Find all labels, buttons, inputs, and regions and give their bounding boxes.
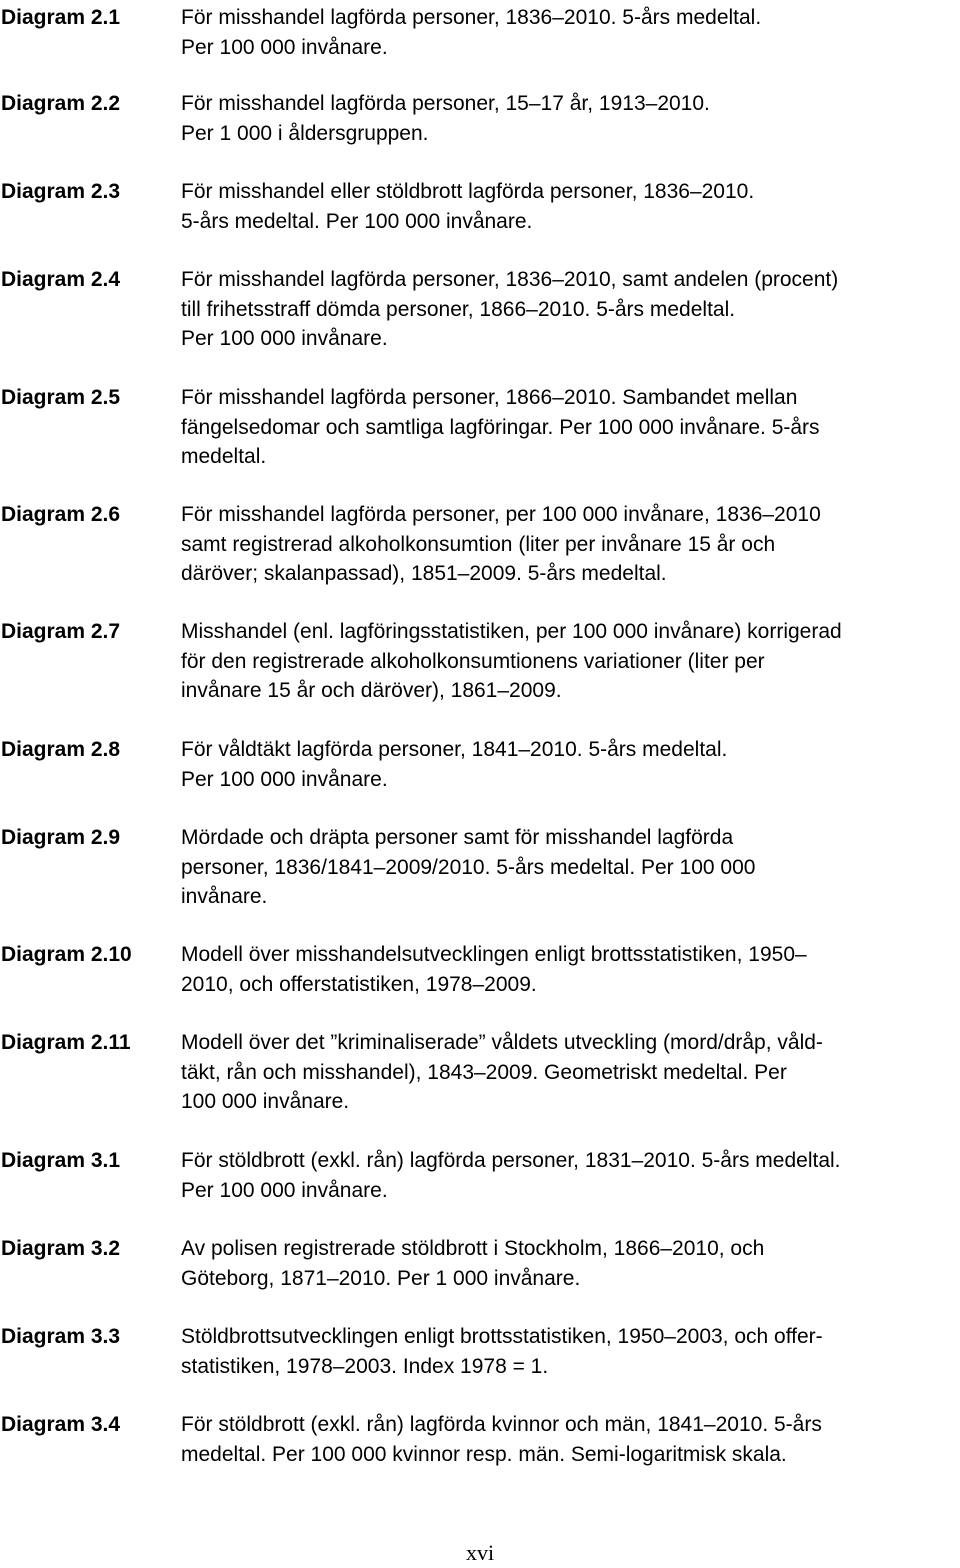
diagram-label: Diagram 2.9 [1,826,121,849]
caption-line: För stöldbrott (exkl. rån) lagförda personer, 1831–2010. 5-års medeltal. [181,1149,841,1172]
diagram-label: Diagram 2.2 [1,92,121,115]
diagram-label: Diagram 2.7 [1,620,121,643]
diagram-label: Diagram 2.8 [1,738,121,761]
caption-line: För misshandel lagförda personer, 15–17 år, 1913–2010. [181,92,710,115]
diagram-label: Diagram 2.6 [1,503,121,526]
diagram-caption [181,3,761,62]
caption-line: Modell över det ”kriminaliserade” våldets utveckling (mord/dråp, våld- [181,1031,823,1054]
caption-line: För misshandel lagförda personer, 1836–2010, samt andelen (procent) [181,268,839,291]
caption-line: Göteborg, 1871–2010. Per 1 000 invånare. [181,1266,581,1290]
diagram-caption [181,265,838,354]
diagram-label: Diagram 3.1 [1,1149,121,1172]
caption-line: För våldtäkt lagförda personer, 1841–2010. 5-års medeltal. [181,738,728,761]
diagram-label: Diagram 2.5 [1,386,121,409]
caption-line: medeltal. Per 100 000 kvinnor resp. män. Semi-logaritmisk skala. [181,1442,787,1466]
caption-line: Modell över misshandelsutvecklingen enligt brottsstatistiken, 1950– [181,943,807,966]
diagram-label: Diagram 2.1 [1,6,121,29]
caption-line: Av polisen registrerade stöldbrott i Stockholm, 1866–2010, och [181,1237,765,1260]
caption-line: statistiken, 1978–2003. Index 1978 = 1. [181,1354,549,1378]
diagram-caption [181,940,807,999]
diagram-label: Diagram 2.11 [1,1031,131,1054]
diagram-label: Diagram 2.10 [1,943,132,966]
caption-line: Per 100 000 invånare. [181,1178,388,1202]
caption-line: 5-års medeltal. Per 100 000 invånare. [181,209,533,233]
caption-line: För misshandel eller stöldbrott lagförda personer, 1836–2010. [181,180,755,203]
caption-line: För misshandel lagförda personer, 1866–2010. Sambandet mellan [181,386,798,409]
page-number: xvi [465,1540,495,1565]
caption-line: Per 100 000 invånare. [181,767,388,791]
diagram-label: Diagram 3.4 [1,1413,121,1436]
caption-line: Misshandel (enl. lagföringsstatistiken, per 100 000 invånare) korrigerad [181,620,842,643]
caption-line: täkt, rån och misshandel), 1843–2009. Geometriskt medeltal. Per [181,1060,787,1084]
caption-line: Stöldbrottsutvecklingen enligt brottsstatistiken, 1950–2003, och offer- [181,1325,823,1348]
caption-line: Per 1 000 i åldersgruppen. [181,121,429,145]
diagram-caption [181,823,755,912]
diagram-caption [181,735,727,794]
caption-line: För stöldbrott (exkl. rån) lagförda kvinnor och män, 1841–2010. 5-års [181,1413,822,1436]
caption-line: invånare 15 år och däröver), 1861–2009. [181,679,562,702]
caption-line: däröver; skalanpassad), 1851–2009. 5-års medeltal. [181,562,667,585]
diagram-caption [181,1146,841,1205]
diagram-caption [181,500,821,589]
diagram-caption [181,1234,764,1293]
caption-line: samt registrerad alkoholkonsumtion (liter per invånare 15 år och [181,532,776,556]
diagram-label: Diagram 2.4 [1,268,121,291]
caption-line: Mördade och dräpta personer samt för misshandel lagförda [181,826,734,849]
diagram-label: Diagram 3.2 [1,1237,121,1260]
caption-line: Per 100 000 invånare. [181,327,388,350]
diagram-label: Diagram 3.3 [1,1325,121,1348]
diagram-caption [181,89,710,148]
caption-line: Per 100 000 invånare. [181,35,388,59]
caption-line: personer, 1836/1841–2009/2010. 5-års medeltal. Per 100 000 [181,855,756,879]
diagram-caption [181,1028,823,1117]
caption-line: fängelsedomar och samtliga lagföringar. Per 100 000 invånare. 5-års [181,415,820,439]
diagram-caption [181,177,754,236]
caption-line: för den registrerade alkoholkonsumtionens variationer (liter per [181,649,765,673]
caption-line: För misshandel lagförda personer, per 100 000 invånare, 1836–2010 [181,503,821,526]
diagram-caption [181,383,820,472]
caption-line: invånare. [181,885,268,908]
caption-line: till frihetsstraff dömda personer, 1866–2010. 5-års medeltal. [181,297,736,321]
diagram-caption [181,617,842,706]
diagram-label: Diagram 2.3 [1,180,121,203]
diagram-caption [181,1322,823,1381]
caption-line: 100 000 invånare. [181,1090,350,1113]
diagram-caption [181,1410,822,1469]
caption-line: 2010, och offerstatistiken, 1978–2009. [181,972,537,996]
caption-line: För misshandel lagförda personer, 1836–2010. 5-års medeltal. [181,6,762,29]
caption-line: medeltal. [181,445,267,468]
